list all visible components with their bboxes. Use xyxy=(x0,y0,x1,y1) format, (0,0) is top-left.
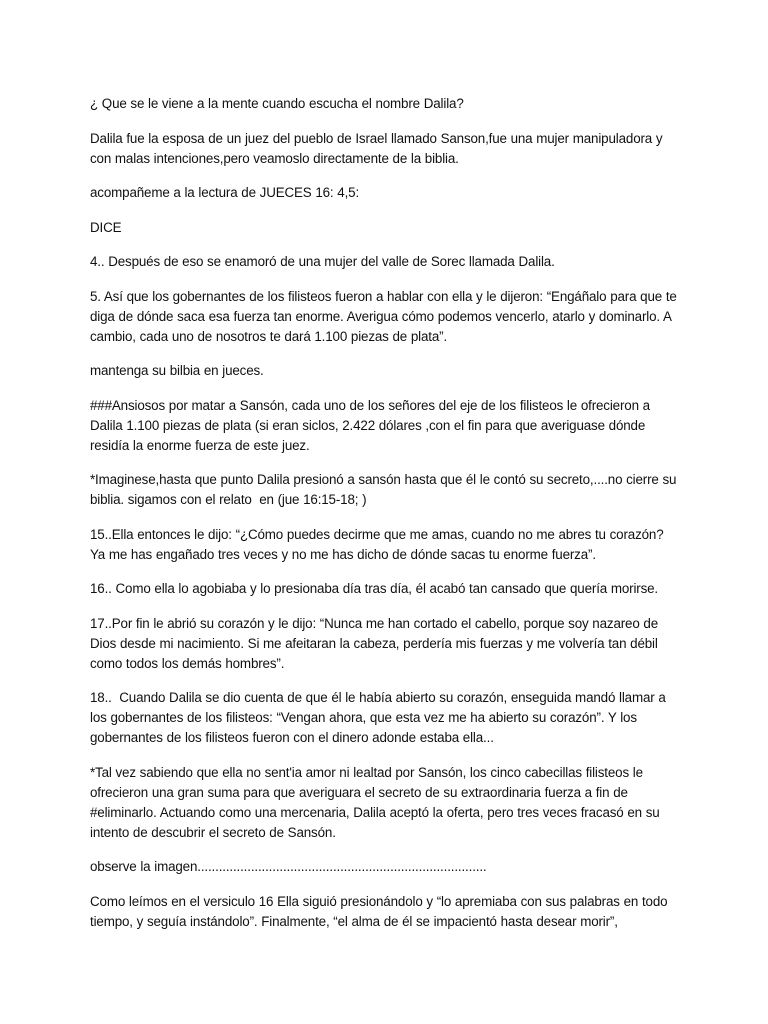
commentary-silver: ###Ansiosos por matar a Sansón, cada uno de los señores del eje de los filisteos le ofrecieron a Dalila 1.100 piezas de plata (si eran siclos, 2.422 dólares ,con el fin para que averiguase dónde residía la enorme fuerza de este juez. xyxy=(90,397,654,453)
reading-reference: acompañeme a la lectura de JUECES 16: 4,5: xyxy=(90,185,360,200)
closing-paragraph: Como leímos en el versiculo 16 Ella siguió presionándolo y “lo apremiaba con sus palabras en todo tiempo, y seguía instándolo”. Finalmente, “el alma de él se impacientó hasta desear morir”, xyxy=(90,893,672,929)
verse-16: 16.. Como ella lo agobiaba y lo presionaba día tras día, él acabó tan cansado que quería morirse. xyxy=(90,581,658,596)
dalila-description: Dalila fue la esposa de un juez del pueblo de Israel llamado Sanson,fue una mujer manipuladora y con malas intenciones,pero veamoslo directamente de la biblia. xyxy=(90,130,667,166)
intro-question: ¿ Que se le viene a la mente cuando escucha el nombre Dalila? xyxy=(90,96,464,111)
verse-15: 15..Ella entonces le dijo: “¿Cómo puedes decirme que me amas, cuando no me abres tu corazón? Ya me has engañado tres veces y no me has dicho de dónde sacas tu enorme fuerza”. xyxy=(90,526,668,562)
commentary-imagine: *Imaginese,hasta que punto Dalila presionó a sansón hasta que él le contó su secreto,....no cierre su biblia. sigamos con el relato en (jue 16:15-18; ) xyxy=(90,472,681,507)
observe-image-note: observe la imagen................................................................................. xyxy=(90,859,487,874)
verse-5: 5. Así que los gobernantes de los filisteos fueron a hablar con ella y le dijeron: “Engáñalo para que te diga de dónde saca esa fuerza tan enorme. Averigua cómo podemos vencerlo, atarlo y dominarlo. A cambio, cada uno de nosotros te dará 1.100 piezas de plata”. xyxy=(90,288,681,344)
verse-17: 17..Por fin le abrió su corazón y le dijo: “Nunca me han cortado el cabello, porque soy nazareo de Dios desde mi nacimiento. Si me afeitaran la cabeza, perdería mis fuerzas y me volvería tan débil como todos los demás hombres”. xyxy=(90,615,662,671)
verse-18: 18.. Cuando Dalila se dio cuenta de que él le había abierto su corazón, enseguida mandó llamar a los gobernantes de los filisteos: “Vengan ahora, que esta vez me ha abierto su corazón”. Y los gobernantes de los filisteos fueron con el dinero adonde estaba ella... xyxy=(90,690,670,745)
verse-4: 4.. Después de eso se enamoró de una mujer del valle de Sorec llamada Dalila. xyxy=(90,254,555,269)
bible-reminder: mantenga su bilbia en jueces. xyxy=(90,363,264,378)
commentary-mercenary: *Tal vez sabiendo que ella no sent'ia amor ni lealtad por Sansón, los cinco cabecillas filisteos le ofrecieron una gran suma para que averiguara el secreto de su extraordinaria fuerza a fin de #eliminarlo. Actuando como una mercenaria, Dalila aceptó la oferta, pero tres veces fracasó en su intento de descubrir el secreto de Sansón. xyxy=(90,764,664,840)
dice-label: DICE xyxy=(90,219,122,235)
